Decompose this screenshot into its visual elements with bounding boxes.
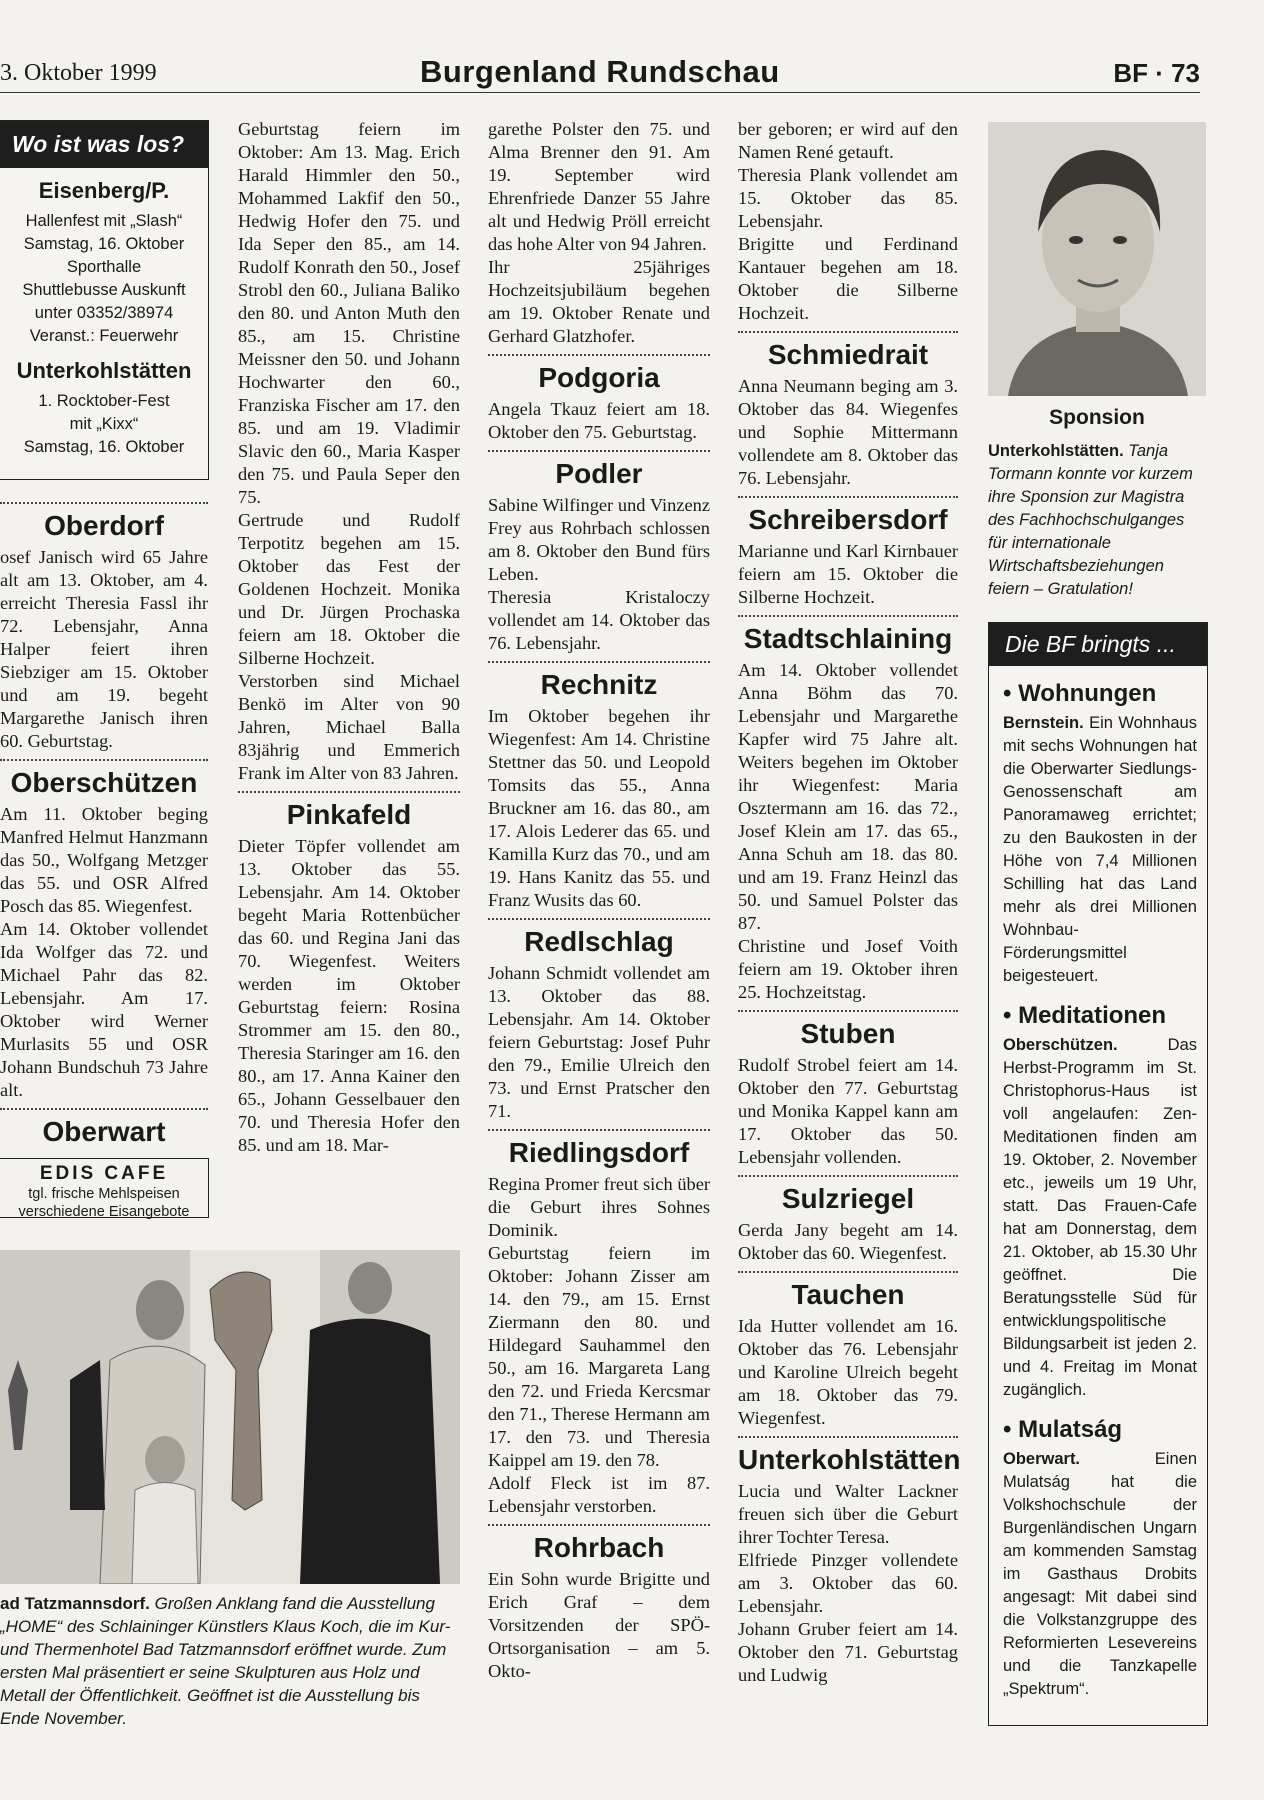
events-place-2: Unterkohlstätten	[16, 358, 192, 383]
section-heading: Oberdorf	[44, 510, 164, 541]
events-box-title: Wo ist was los?	[0, 121, 208, 168]
section-heading: Podgoria	[538, 362, 660, 393]
portrait-illustration	[988, 122, 1206, 396]
section-heading: Stadtschlaining	[743, 623, 953, 654]
dotted-divider	[738, 331, 958, 333]
article-text: Theresia Kristaloczy vollendet am 14. Oktober das 76. Lebensjahr.	[488, 587, 710, 653]
column-1	[0, 496, 208, 1152]
article-text: Im Oktober begehen ihr Wiegenfest: Am 14. Christine Stettner das 50. und Leopold Tomsits das 55., Anna Bruckner am 16. das 80., am 17. Alois Lederer das 65. und Kamilla Kurz das 70., und am 19. Hans Kanitz das 55. und Franz Wusits das 60.	[488, 706, 710, 910]
dotted-divider	[488, 450, 710, 452]
article-text: Ida Hutter vollendet am 16. Oktober das 76. Lebensjahr und Karoline Ulreich begeht am 18. Oktober das 79. Wiegenfest.	[738, 1316, 958, 1428]
article-text: Johann Gruber feiert am 14. Oktober den 71. Geburtstag und Ludwig	[738, 1619, 958, 1685]
section-heading: Rechnitz	[540, 669, 658, 700]
cafe-ad-name: EDIS CAFE	[39, 1163, 169, 1184]
article-text: Theresia Plank vollendet am 15. Oktober das 85. Lebensjahr.	[738, 165, 958, 231]
section-heading: Tauchen	[791, 1279, 905, 1310]
issue-date: 3. Oktober 1999	[0, 60, 157, 86]
section-heading: Podler	[555, 458, 643, 489]
bf-item-body: Ein Wohnhaus mit sechs Wohnungen hat die Oberwarter Siedlungs-Genossenschaft am Panoramaweg errichtet; zu den Baukosten in der Höhe von 7,4 Millionen Schilling hat das Land mehr als drei Millionen Wohnbau-Förderungsmittel beigesteuert.	[1003, 714, 1197, 985]
article-text: Gerda Jany begeht am 14. Oktober das 60. Wiegenfest.	[738, 1220, 958, 1263]
section-heading: Unterkohlstätten	[738, 1444, 961, 1475]
article-text: Marianne und Karl Kirnbauer feiern am 15. Oktober die Silberne Hochzeit.	[738, 541, 958, 607]
dotted-divider	[488, 1129, 710, 1131]
events-line: Shuttlebusse Auskunft	[22, 281, 186, 299]
article-text: osef Janisch wird 65 Jahre alt am 13. Oktober, am 4. erreicht Theresia Fassl ihr 72. Lebensjahr, Anna Halper feiert ihren Siebziger am 15. Oktober und am 19. begeht Margarethe Janisch ihren 60. Geburtstag.	[0, 547, 208, 751]
article-text: Johann Schmidt vollendet am 13. Oktober das 88. Lebensjahr. Am 14. Oktober feiern Geburtstag: Josef Puhr den 79., Emilie Ulreich den 73. und Ernst Pratscher den 71.	[488, 963, 710, 1121]
events-line: Samstag, 16. Oktober	[23, 438, 185, 456]
article-text: Dieter Töpfer vollendet am 13. Oktober das 55. Lebensjahr. Am 14. Oktober begeht Maria Rottenbücher das 60. und Regina Jani das 70. Wiegenfest. Weiters werden im Oktober Geburtstag feiern: Rosina Strommer am 15. den 80., Theresia Staringer am 16. den 80., am 17. Anna Kainer den 65., Johann Gesselbauer den 70. und Theresia Hofer den 85. und am 18. Mar-	[238, 836, 460, 1155]
article-text: ber geboren; er wird auf den Namen René getauft.	[738, 119, 958, 162]
article-text: Brigitte und Ferdinand Kantauer begehen am 18. Oktober die Silberne Hochzeit.	[738, 234, 958, 323]
exhibition-photo-illustration	[0, 1250, 460, 1584]
exhibition-photo	[0, 1250, 460, 1584]
page-header	[0, 54, 1200, 94]
dotted-divider	[738, 615, 958, 617]
column-3	[488, 118, 710, 1683]
section-heading: Schreibersdorf	[748, 504, 948, 535]
article-text: Sabine Wilfinger und Vinzenz Frey aus Rohrbach schlossen am 8. Oktober den Bund fürs Leben.	[488, 495, 710, 584]
photo-caption	[0, 1592, 462, 1730]
article-text: Regina Promer freut sich über die Geburt ihres Sohnes Dominik.	[488, 1174, 710, 1240]
bf-item-place: Oberwart.	[1003, 1450, 1081, 1468]
events-line: 1. Rocktober-Fest	[38, 392, 170, 410]
article-text: Elfriede Pinzger vollendete am 3. Oktober das 60. Lebensjahr.	[738, 1550, 958, 1616]
sponsion-title: Sponsion	[1049, 406, 1145, 429]
bf-item-text	[1003, 1034, 1197, 1402]
dotted-divider	[738, 1436, 958, 1438]
section-heading: Schmiedrait	[767, 339, 929, 370]
events-line: Veranst.: Feuerwehr	[29, 327, 179, 345]
bf-item-text	[1003, 712, 1197, 988]
sponsion-place: Unterkohlstätten.	[988, 442, 1124, 460]
article-text: Angela Tkauz feiert am 18. Oktober den 75. Geburtstag.	[488, 399, 710, 442]
dotted-divider	[488, 661, 710, 663]
bf-item-place: Oberschützen.	[1003, 1036, 1118, 1054]
bf-item-body: Das Herbst-Programm im St. Christophorus-Haus ist voll angelaufen: Zen-Meditationen finden am 19. Oktober, 2. November etc., jeweils um 19 Uhr, statt. Das Frauen-Cafe hat am Donnerstag, dem 21. Oktober, ab 15.30 Uhr geöffnet. Die Beratungsstelle Süd für entwicklungspolitische Bildungsarbeit ist jeden 2. und 4. Freitag im Monat zugänglich.	[1003, 1036, 1197, 1399]
section-heading: Oberwart	[42, 1116, 166, 1147]
column-4	[738, 118, 961, 1687]
bf-item-text	[1003, 1448, 1197, 1701]
events-line: Hallenfest mit „Slash“	[25, 212, 183, 230]
article-text: Gertrude und Rudolf Terpotitz begehen am 15. Oktober das Fest der Goldenen Hochzeit. Monika und Dr. Jürgen Prochaska feiern am 18. Oktober die Silberne Hochzeit.	[238, 510, 460, 668]
bf-brings-box	[988, 622, 1208, 1726]
article-text: Anna Neumann beging am 3. Oktober das 84. Wiegenfes und Sophie Mittermann vollendete am 8. Oktober das 76. Lebensjahr.	[738, 376, 958, 488]
caption-place: ad Tatzmannsdorf.	[0, 1594, 150, 1613]
sponsion-text: Tanja Tormann konnte vor kurzem ihre Sponsion zur Magistra des Fachhochschulganges für internationale Wirtschaftsbeziehungen feiern – Gratulation!	[988, 442, 1193, 598]
sponsion-caption	[988, 440, 1206, 601]
page-number: BF · 73	[1113, 58, 1200, 88]
events-place-1: Eisenberg/P.	[38, 178, 170, 203]
dotted-divider	[738, 1010, 958, 1012]
article-text: Ein Sohn wurde Brigitte und Erich Graf – dem Vorsitzenden der SPÖ-Ortsorganisation – am 5. Okto-	[488, 1569, 710, 1681]
dotted-divider	[0, 502, 208, 504]
section-heading: Stuben	[800, 1018, 896, 1049]
bf-item-body: Einen Mulatság hat die Volkshochschule der Burgenländischen Ungarn am kommenden Samstag im Gasthaus Drobits angesagt: Mit dabei sind die Volkstanzgruppe des Reformierten Lesevereins und die Tanzkapelle „Spektrum“.	[1003, 1450, 1197, 1698]
newspaper-title: Burgenland Rundschau	[420, 54, 780, 89]
article-text: Rudolf Strobel feiert am 14. Oktober den 77. Geburtstag und Monika Kappel kann am 17. Oktober das 50. Lebensjahr vollenden.	[738, 1055, 958, 1167]
cafe-ad	[0, 1158, 209, 1218]
caption-text: Großen Anklang fand die Ausstellung „HOME“ des Schlaininger Künstlers Klaus Koch, die im Kur- und Thermenhotel Bad Tatzmannsdorf eröffnet wurde. Zum ersten Mal präsentiert er seine Skulpturen aus Holz und Metall der Öffentlichkeit. Geöffnet ist die Ausstellung bis Ende November.	[0, 1594, 451, 1728]
bf-item-heading: • Meditationen	[1003, 1002, 1167, 1029]
cafe-ad-line: verschiedene Eisangebote	[18, 1204, 190, 1220]
article-text: Am 11. Oktober beging Manfred Helmut Hanzmann das 50., Wolfgang Metzger das 55. und OSR Alfred Posch das 85. Wiegenfest.	[0, 804, 208, 916]
column-2	[238, 118, 460, 1157]
bf-box-title: Die BF bringts ...	[989, 623, 1207, 666]
article-text: Lucia und Walter Lackner freuen sich über die Geburt ihrer Tochter Teresa.	[738, 1481, 958, 1547]
dotted-divider	[238, 791, 460, 793]
dotted-divider	[0, 1108, 208, 1110]
cafe-ad-line: tgl. frische Mehlspeisen	[28, 1186, 180, 1202]
dotted-divider	[488, 1524, 710, 1526]
events-box	[0, 120, 209, 480]
article-text: Christine und Josef Voith feiern am 19. Oktober ihren 25. Hochzeitstag.	[738, 936, 958, 1002]
dotted-divider	[488, 354, 710, 356]
article-text: Am 14. Oktober vollendet Anna Böhm das 70. Lebensjahr und Margarethe Kapfer wird 75 Jahre alt. Weiters begehen im Oktober ihr Wiegenfest: Maria Osztermann am 16. das 72., Josef Klein am 17. das 65., Anna Schuh am 18. das 80. und am 19. Franz Heinzl das 50. und Samuel Polster das 87.	[738, 660, 958, 933]
article-text: Geburtstag feiern im Oktober: Am 13. Mag. Erich Harald Himmler den 50., Mohammed Lakfif den 50., Hedwig Hofer den 75. und Ida Seper den 85., am 14. Rudolf Konrath den 50., Josef Strobl den 60., Juliana Baliko den 80. und Anton Muth den 85., am 15. Christine Meissner den 50. und Johann Hochwarter den 60., Franziska Fischer am 17. den 85. und am 19. Vladimir Slavic den 60., Maria Kasper den 75. und Paula Seper den 75.	[238, 119, 460, 507]
events-line: mit „Kixx“	[69, 415, 139, 433]
article-text: Adolf Fleck ist im 87. Lebensjahr verstorben.	[488, 1473, 710, 1516]
events-line: unter 03352/38974	[34, 304, 174, 322]
section-heading: Redlschlag	[524, 926, 674, 957]
header-rule	[0, 92, 1200, 93]
article-text: garethe Polster den 75. und Alma Brenner den 91. Am 19. September wird Ehrenfriede Danzer 55 Jahre alt und Hedwig Pröll erreicht das hohe Alter von 94 Jahren.	[488, 119, 710, 254]
dotted-divider	[0, 759, 208, 761]
dotted-divider	[738, 496, 958, 498]
bf-item-place: Bernstein.	[1003, 714, 1084, 732]
section-heading: Riedlingsdorf	[508, 1137, 690, 1168]
section-heading: Oberschützen	[10, 767, 198, 798]
article-text: Verstorben sind Michael Benkö im Alter von 90 Jahren, Michael Balla 83jährig und Emmerich Frank im Alter von 83 Jahren.	[238, 671, 460, 783]
section-heading: Sulzriegel	[781, 1183, 915, 1214]
article-text: Am 14. Oktober vollendet Ida Wolfger das 72. und Michael Pahr das 82. Lebensjahr. Am 17. Oktober wird Werner Murlasits 55 und OSR Johann Bundschuh 73 Jahre alt.	[0, 919, 208, 1100]
article-text: Geburtstag feiern im Oktober: Johann Zisser am 14. den 79., am 15. Ernst Ziermann den 80. und Hildegard Sauhammel den 50., am 16. Margareta Lang den 72. und Frieda Kercsmar den 71., Therese Hermann am 17. den 73. und Theresia Kaippel am 19. den 78.	[488, 1243, 710, 1470]
bf-item-heading: • Wohnungen	[1003, 680, 1157, 707]
section-heading: Rohrbach	[533, 1532, 665, 1563]
events-line: Samstag, 16. Oktober	[23, 235, 185, 253]
dotted-divider	[738, 1175, 958, 1177]
dotted-divider	[738, 1271, 958, 1273]
portrait-photo	[988, 122, 1206, 396]
bf-item-heading: • Mulatság	[1003, 1416, 1123, 1443]
dotted-divider	[488, 918, 710, 920]
events-line: Sporthalle	[66, 258, 142, 276]
section-heading: Pinkafeld	[286, 799, 412, 830]
article-text: Ihr 25jähriges Hochzeitsjubiläum begehen am 19. Oktober Renate und Gerhard Glatzhofer.	[488, 257, 710, 346]
